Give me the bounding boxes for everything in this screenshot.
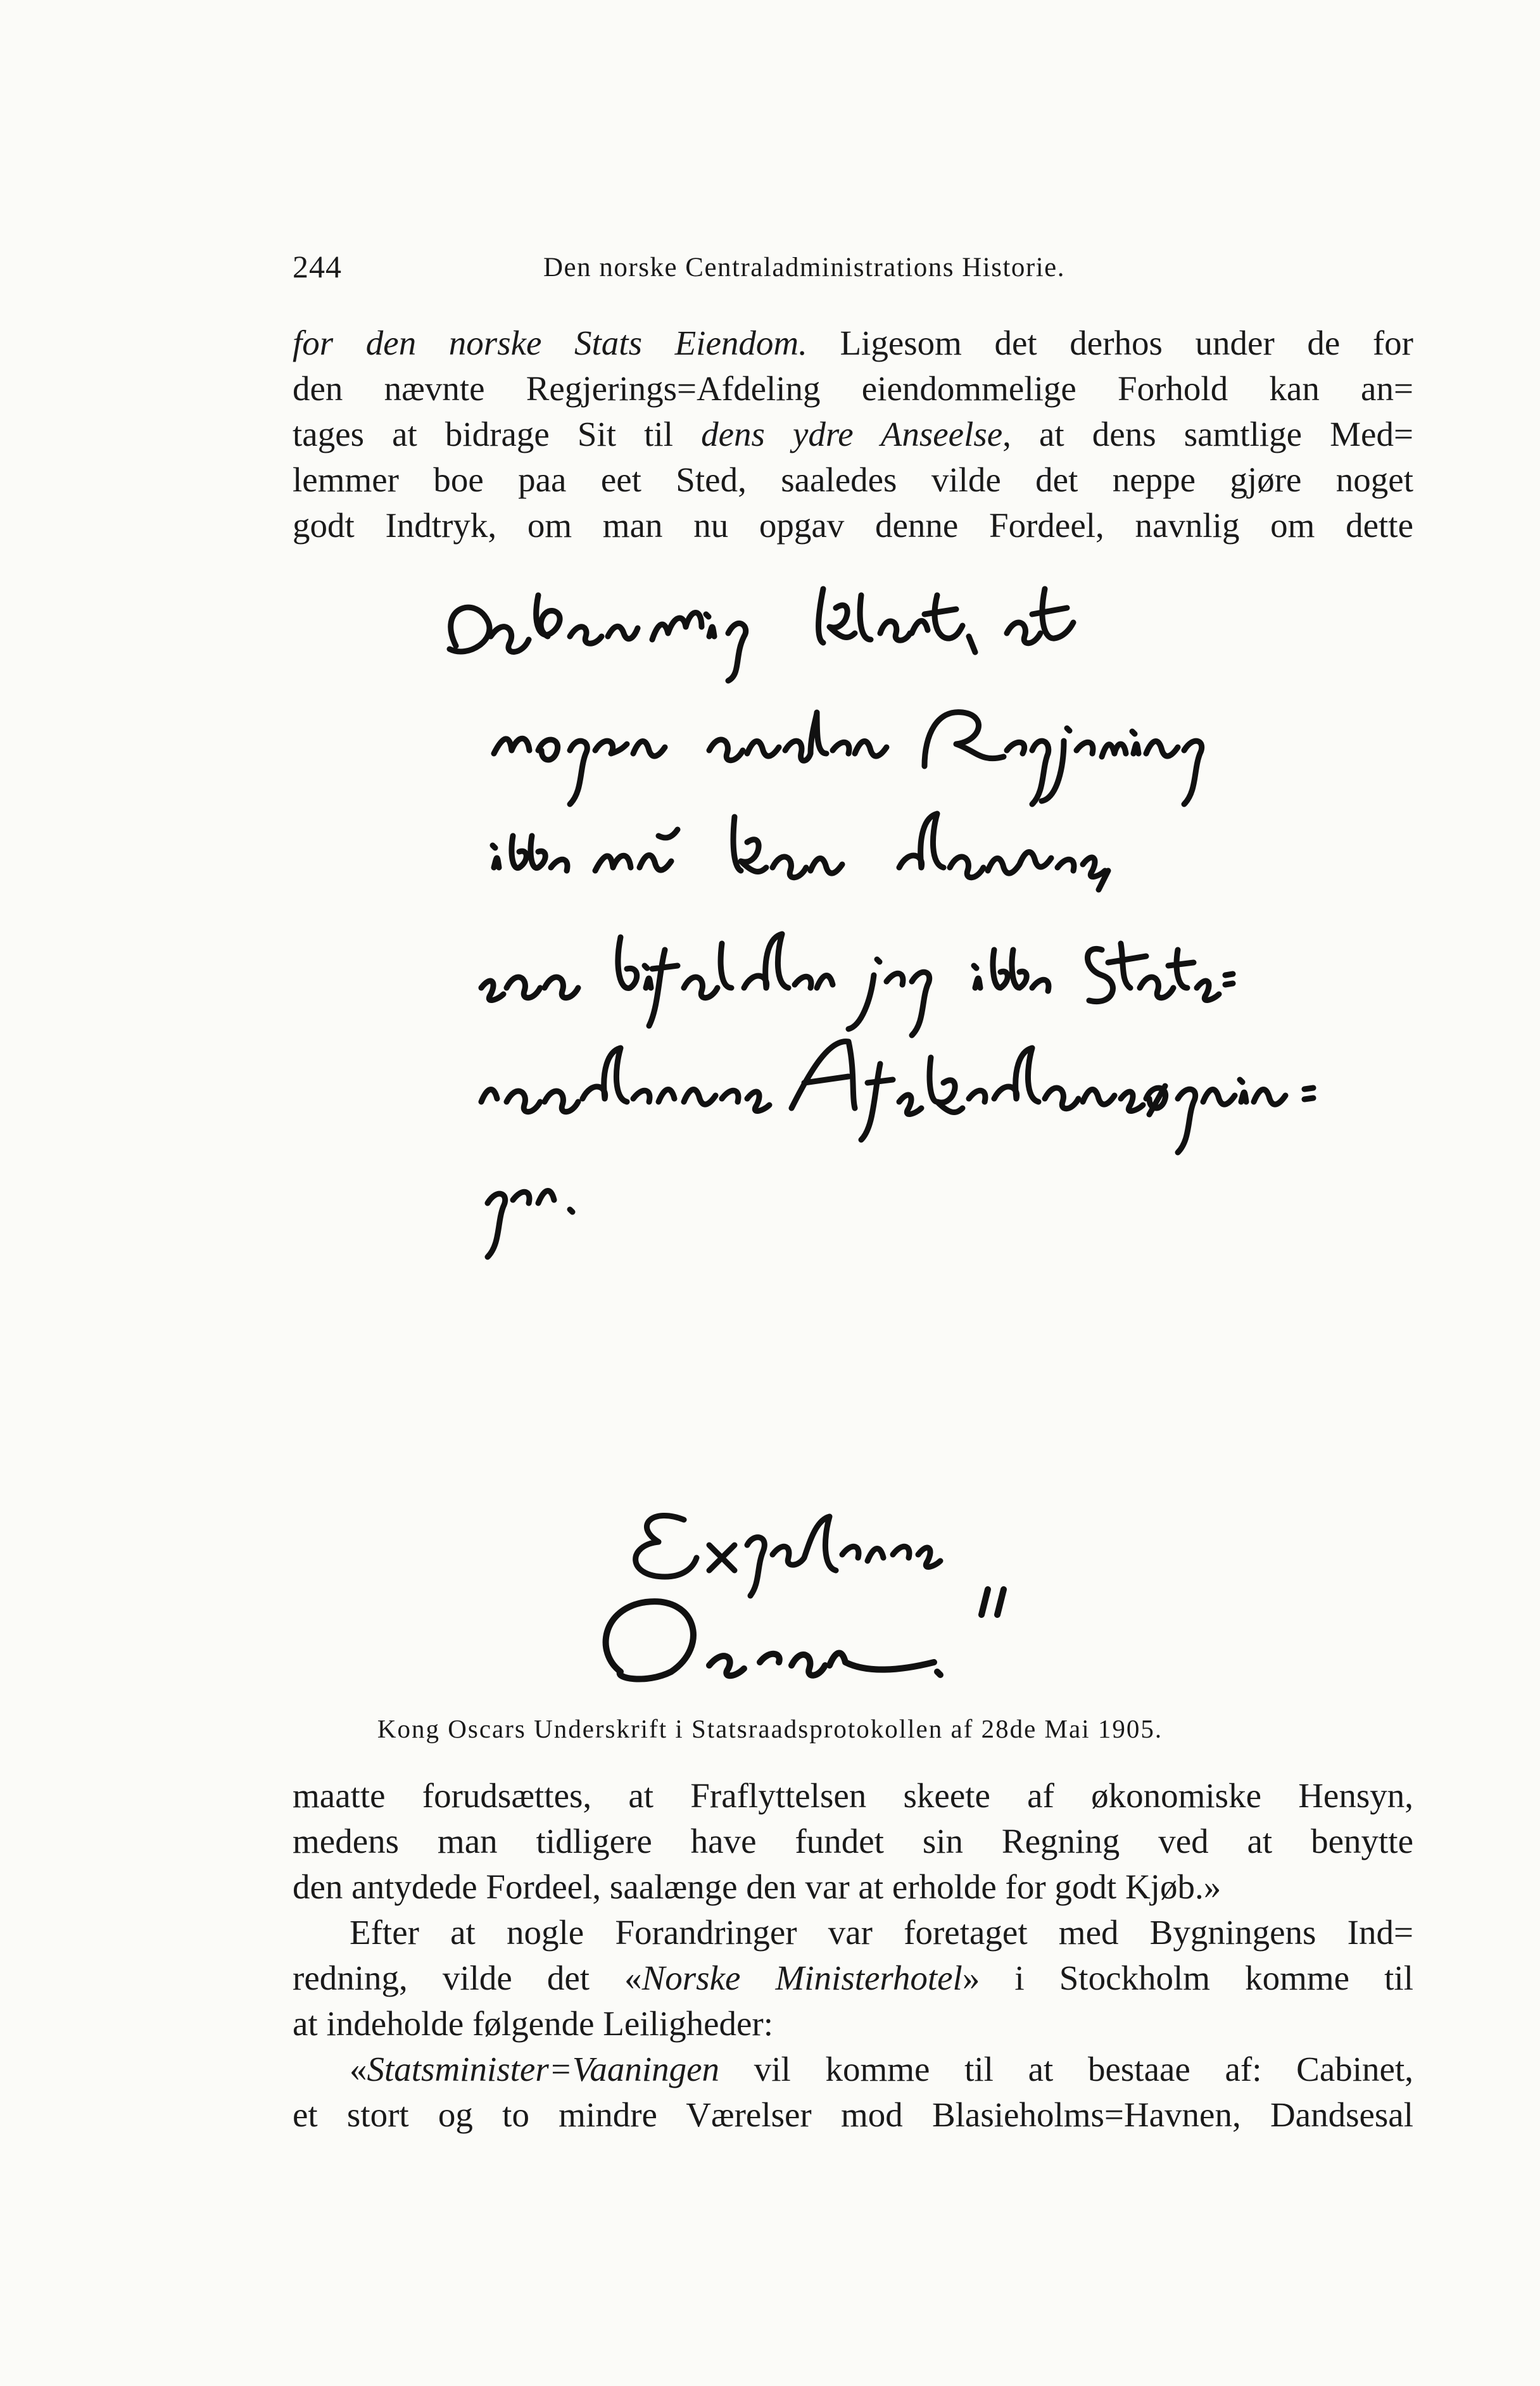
italic-phrase: for den norske Stats Eiendom. xyxy=(293,324,807,362)
text-span: , at dens samtlige Med= xyxy=(1002,415,1413,453)
page-header xyxy=(293,248,1420,293)
text-span: tages at bidrage Sit til xyxy=(293,415,702,453)
text-span: » i Stockholm komme til xyxy=(962,1959,1413,1997)
text-line: den antydede Fordeel, saalænge den var at erholde for godt Kjøb.» xyxy=(293,1867,1221,1906)
text-line xyxy=(293,1955,1413,2001)
signature-expederes xyxy=(636,1515,940,1596)
text-span: vil komme til at bestaae af: Cabinet, xyxy=(719,2050,1413,2088)
handwriting-line-3 xyxy=(493,814,1108,890)
italic-phrase: Statsminister=Vaaningen xyxy=(367,2050,720,2088)
text-line: maatte forudsættes, at Fraflyttelsen skeete af økonomiske Hensyn, xyxy=(293,1776,1413,1815)
italic-phrase: Norske Ministerhotel xyxy=(641,1959,962,1997)
handwriting-line-4 xyxy=(481,934,1233,1035)
italic-phrase: dens ydre Anseelse xyxy=(701,415,1003,453)
handwriting-line-1 xyxy=(450,589,1073,681)
page-number: 244 xyxy=(293,249,342,284)
running-title: Den norske Centraladministrations Historie. xyxy=(543,253,1066,282)
text-line xyxy=(293,320,1413,366)
text-span: Ligesom det derhos under de for xyxy=(807,324,1413,362)
text-line: medens man tidligere have fundet sin Regning ved at benytte xyxy=(293,1822,1413,1860)
handwriting-line-6 xyxy=(488,1191,572,1257)
text-line: lemmer boe paa eet Sted, saaledes vilde det neppe gjøre noget xyxy=(293,460,1413,499)
royal-signature xyxy=(557,1482,1159,1710)
body-text-bottom xyxy=(293,1773,1413,2138)
body-text-top xyxy=(293,320,1413,548)
text-line xyxy=(293,412,1413,457)
text-line: et stort og to mindre Værelser mod Blasieholms=Havnen, Dandsesal xyxy=(293,2095,1413,2134)
figure-caption: Kong Oscars Underskrift i Statsraadsprotokollen af 28de Mai 1905. xyxy=(377,1714,1163,1743)
text-line: at indeholde følgende Leiligheder: xyxy=(293,2004,774,2043)
text-line: godt Indtryk, om man nu opgav denne Fordeel, navnlig om dette xyxy=(293,506,1413,545)
text-span: redning, vilde det « xyxy=(293,1959,642,1997)
text-line: Efter at nogle Forandringer var foretaget med Bygningens Ind= xyxy=(350,1913,1413,1952)
handwriting-line-2 xyxy=(494,712,1202,804)
signature-oscar xyxy=(606,1589,1004,1679)
text-line: den nævnte Regjerings=Afdeling eiendommelige Forhold kan an= xyxy=(293,369,1413,408)
text-span: « xyxy=(350,2050,367,2088)
handwritten-resolution xyxy=(380,570,1330,1266)
text-line xyxy=(293,2047,1413,2092)
handwriting-line-5 xyxy=(481,1042,1313,1152)
